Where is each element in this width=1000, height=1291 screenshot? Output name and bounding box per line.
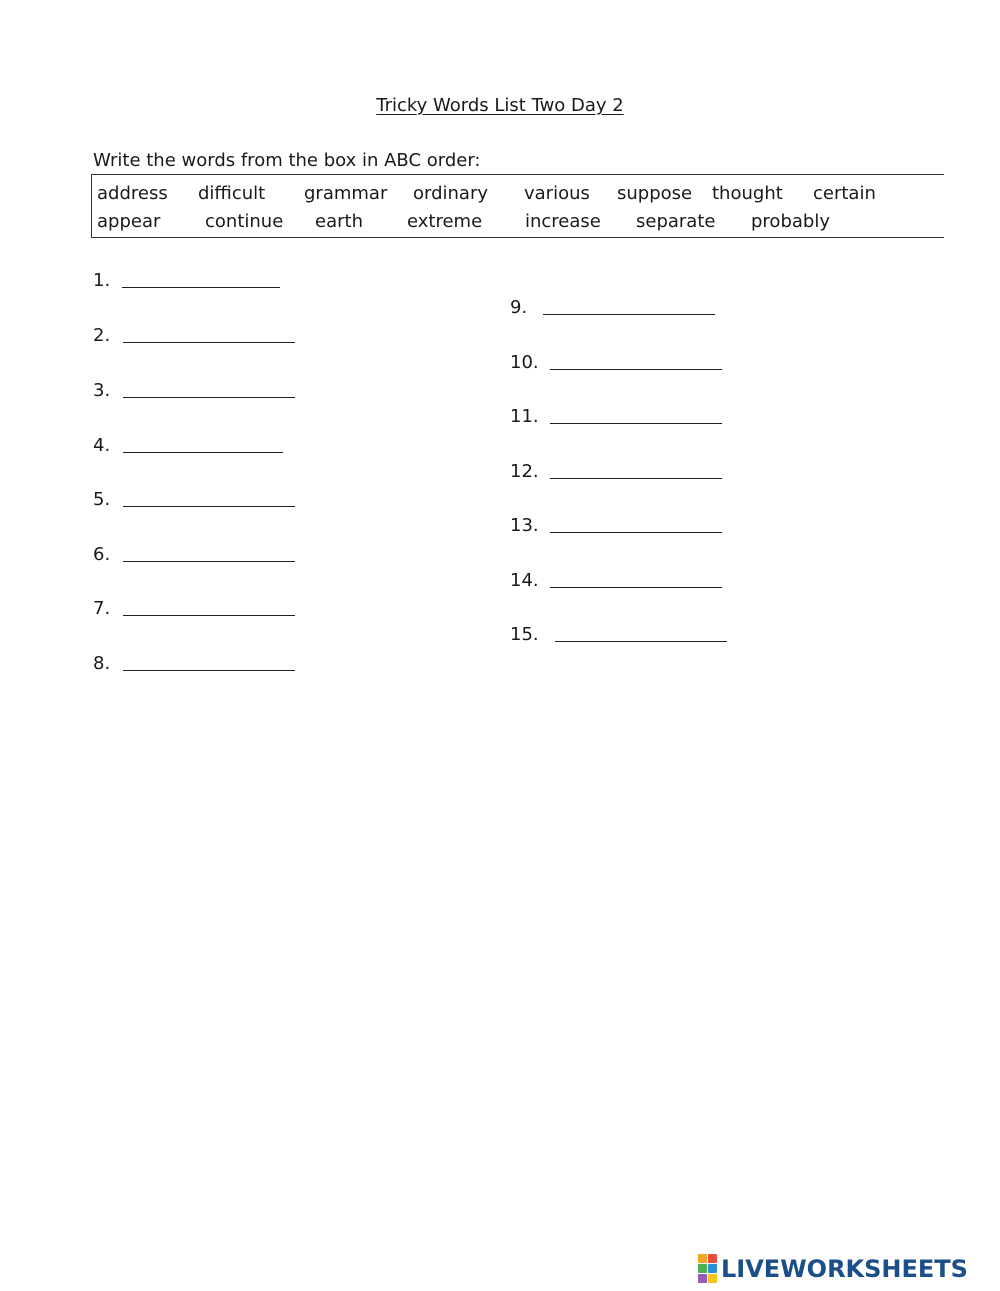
answer-blank[interactable] <box>123 614 295 616</box>
answer-item-2 <box>93 325 295 346</box>
word-box-word: continue <box>205 211 284 232</box>
answer-number: 1. <box>93 270 111 291</box>
answer-number: 6. <box>93 544 111 565</box>
answer-item-7 <box>93 598 295 619</box>
answer-item-13 <box>510 515 722 536</box>
instruction-text: Write the words from the box in ABC order: <box>93 150 481 171</box>
answer-blank[interactable] <box>550 422 722 424</box>
answer-number: 4. <box>93 435 111 456</box>
answer-blank[interactable] <box>123 669 295 671</box>
word-box-word: separate <box>636 211 716 232</box>
worksheet-title: Tricky Words List Two Day 2 <box>376 95 624 116</box>
word-box-word: certain <box>813 183 876 204</box>
word-box-word: ordinary <box>413 183 489 204</box>
answer-item-11 <box>510 406 722 427</box>
answer-number: 2. <box>93 325 111 346</box>
answer-number: 11. <box>510 406 539 427</box>
answer-number: 14. <box>510 570 539 591</box>
word-box-word: extreme <box>407 211 483 232</box>
answer-item-1 <box>93 270 280 291</box>
answer-number: 13. <box>510 515 539 536</box>
answer-blank[interactable] <box>122 286 280 288</box>
answer-number: 3. <box>93 380 111 401</box>
answer-blank[interactable] <box>123 505 295 507</box>
answer-number: 9. <box>510 297 528 318</box>
word-box-word: various <box>524 183 590 204</box>
answer-number: 10. <box>510 352 539 373</box>
answer-item-10 <box>510 352 722 373</box>
word-box-word: probably <box>751 211 830 232</box>
answer-blank[interactable] <box>123 341 295 343</box>
answer-item-8 <box>93 653 295 674</box>
answer-item-15 <box>510 624 727 645</box>
answer-blank[interactable] <box>550 368 722 370</box>
answer-number: 12. <box>510 461 539 482</box>
answer-blank[interactable] <box>123 560 295 562</box>
word-box-word: thought <box>712 183 783 204</box>
answer-number: 15. <box>510 624 539 645</box>
colored-blocks-icon <box>698 1254 717 1283</box>
answer-blank[interactable] <box>543 313 715 315</box>
word-box-word: address <box>97 183 168 204</box>
answer-number: 8. <box>93 653 111 674</box>
answer-blank[interactable] <box>123 451 283 453</box>
answer-blank[interactable] <box>123 396 295 398</box>
answer-item-12 <box>510 461 722 482</box>
answer-number: 7. <box>93 598 111 619</box>
answer-blank[interactable] <box>550 586 722 588</box>
liveworksheets-logo <box>698 1254 968 1283</box>
logo-text: LIVEWORKSHEETS <box>721 1254 968 1283</box>
answer-blank[interactable] <box>550 531 722 533</box>
answer-item-5 <box>93 489 295 510</box>
answer-blank[interactable] <box>550 477 722 479</box>
word-box-word: appear <box>97 211 161 232</box>
answer-item-4 <box>93 435 283 456</box>
answer-item-14 <box>510 570 722 591</box>
word-box-word: earth <box>315 211 363 232</box>
answer-item-6 <box>93 544 295 565</box>
word-box-word: difficult <box>198 183 266 204</box>
word-box-word: increase <box>525 211 601 232</box>
word-box-word: suppose <box>617 183 693 204</box>
answer-item-3 <box>93 380 295 401</box>
answer-number: 5. <box>93 489 111 510</box>
answer-item-9 <box>510 297 715 318</box>
answer-blank[interactable] <box>555 640 727 642</box>
word-box-word: grammar <box>304 183 388 204</box>
word-box <box>91 174 944 238</box>
